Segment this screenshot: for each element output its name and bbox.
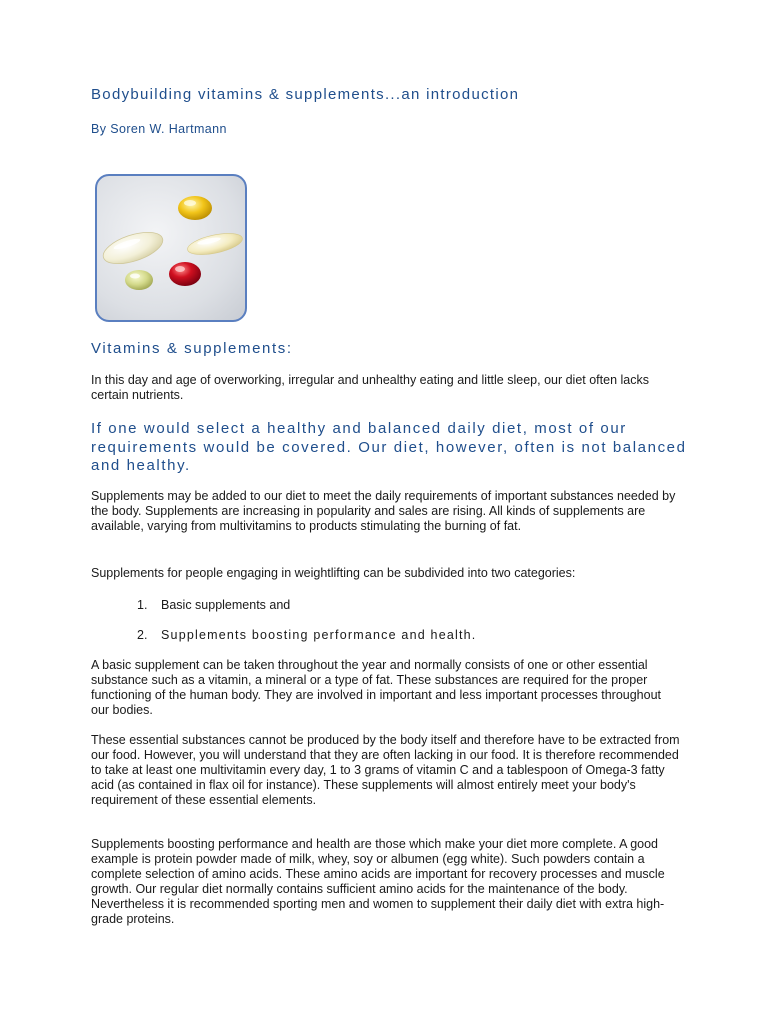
clear-capsule bbox=[100, 226, 167, 270]
paragraph-performance-supplements: Supplements boosting performance and health are those which make your diet more complete. A good example is protein powder made of milk, whey, soy or albumen (egg white). Such powders contain a complete selection of amino acids. These amino acids are important for recovery processes and muscle growth. Our regular diet normally contains sufficient amino acids for the maintenance of the body. Nevertheless it is recommended sporting men and women to supplement their daily diet with extra high-grade proteins. bbox=[91, 837, 665, 926]
list-item bbox=[137, 598, 290, 612]
document-title: Bodybuilding vitamins & supplements...an introduction bbox=[91, 86, 520, 103]
paragraph-categories: Supplements for people engaging in weightlifting can be subdivided into two categories: bbox=[91, 566, 576, 580]
red-capsule bbox=[169, 262, 201, 286]
pale-capsule bbox=[186, 229, 245, 258]
list-text: Basic supplements and bbox=[161, 598, 291, 612]
paragraph-essential-substances: These essential substances cannot be produced by the body itself and therefore have to be extracted from our food. However, you will understand that they are often lacking in our food. It is therefore recommended to take at least one multivitamin every day, 1 to 3 grams of vitamin C and a tablespoon of Omega-3 fatty acid (as contained in flax oil for instance). These supplements will almost entirely meet your body's requirement of these essential elements. bbox=[91, 733, 680, 807]
list-item bbox=[137, 628, 476, 642]
capsules-illustration bbox=[97, 176, 245, 320]
green-capsule bbox=[125, 270, 153, 290]
author-byline: By Soren W. Hartmann bbox=[91, 122, 227, 136]
intro-paragraph: In this day and age of overworking, irregular and unhealthy eating and little sleep, our diet often lacks certain nutrients. bbox=[91, 373, 649, 402]
capsules-photo bbox=[95, 174, 247, 322]
section-heading: Vitamins & supplements: bbox=[91, 340, 293, 357]
paragraph-basic-supplement: A basic supplement can be taken throughout the year and normally consists of one or other essential substance such as a vitamin, a mineral or a type of fat. These substances are required for the proper functioning of the human body. They are involved in important and less important processes throughout our bodies. bbox=[91, 658, 662, 717]
lead-paragraph: If one would select a healthy and balanced daily diet, most of our requirements would be covered. Our diet, however, often is not balanced and healthy. bbox=[91, 420, 687, 474]
list-text: Supplements boosting performance and health. bbox=[161, 628, 477, 642]
list-number: 1. bbox=[137, 598, 148, 612]
paragraph-supplements: Supplements may be added to our diet to meet the daily requirements of important substances needed by the body. Supplements are increasing in popularity and sales are rising. All kinds of supplements are available, varying from multivitamins to products stimulating the burning of fat. bbox=[91, 489, 676, 533]
yellow-capsule bbox=[178, 196, 212, 220]
list-number: 2. bbox=[137, 628, 148, 642]
